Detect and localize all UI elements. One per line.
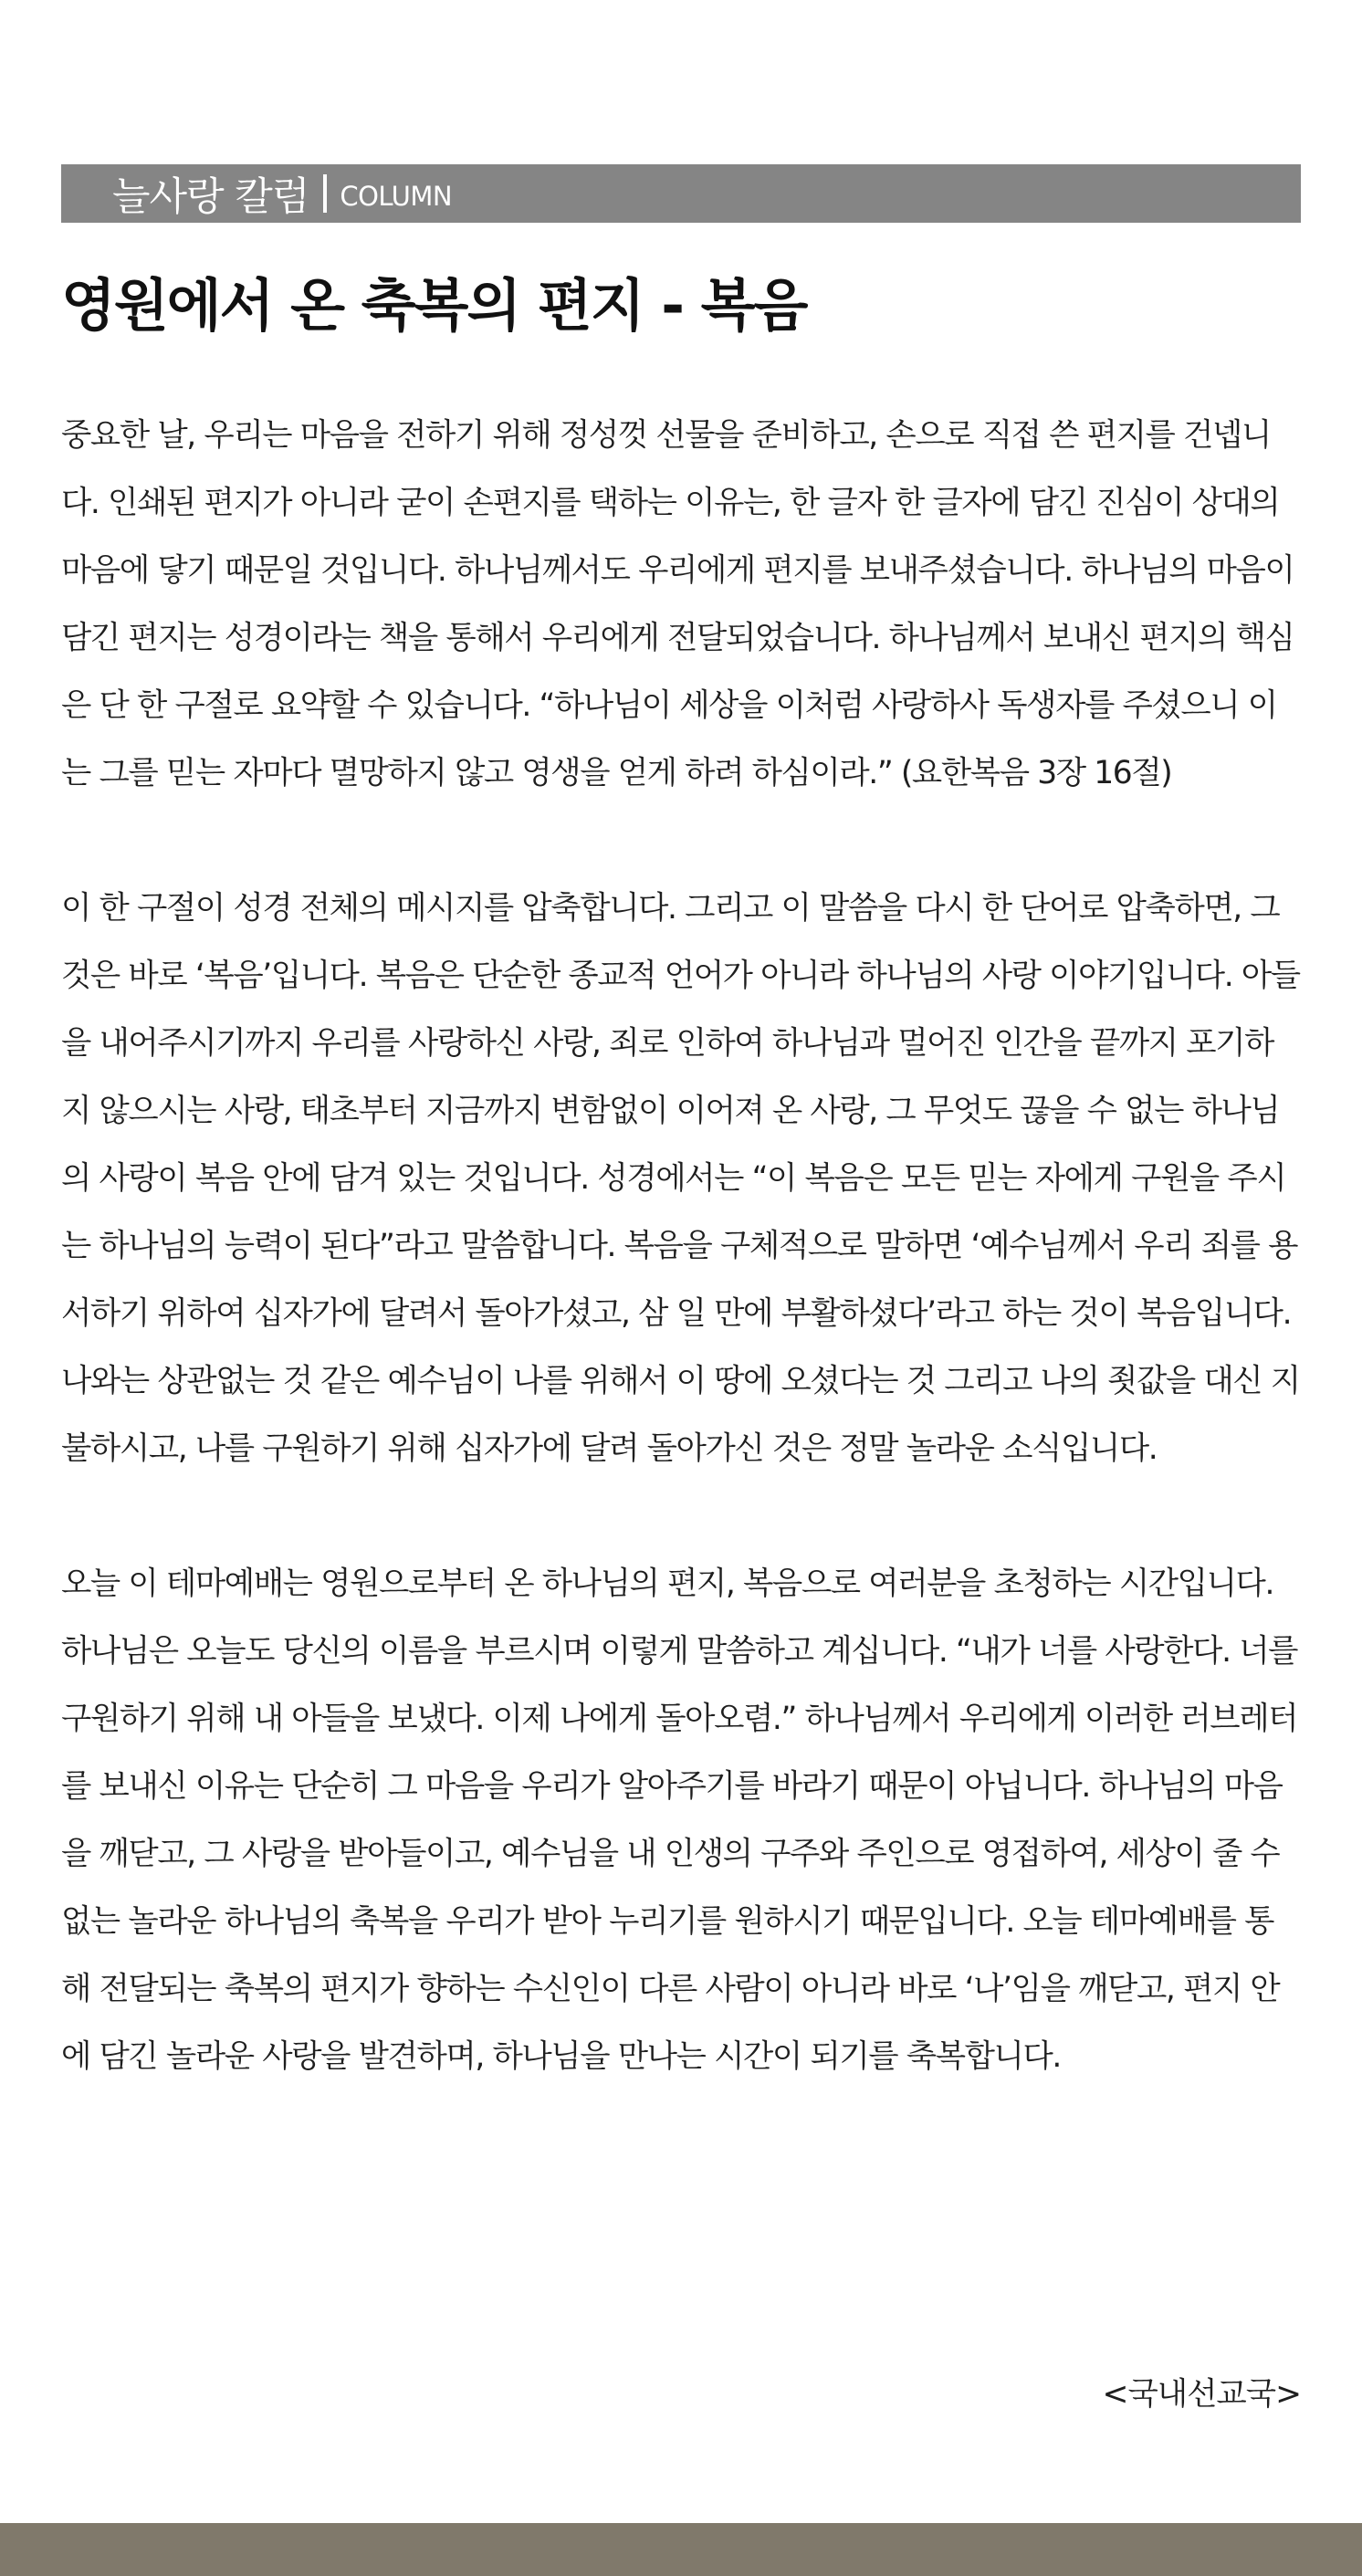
paragraph-gospel: 이 한 구절이 성경 전체의 메시지를 압축합니다. 그리고 이 말씀을 다시 한 단어로 압축하면, 그것은 바로 ‘복음’입니다. 복음은 단순한 종교적 언어가 아니라 하나님의 사랑 이야기입니다. 아들을 내어주시기까지 우리를 사랑하신 사랑, 죄로 인하여 하나님과 멀어진 인간을 끝까지 포기하지 않으시는 사랑, 태초부터 지금까지 변함없이 이어져 온 사랑, 그 무엇도 끊을 수 없는 하나님의 사랑이 복음 안에 담겨 있는 것입니다. 성경에서는 “이 복음은 모든 믿는 자에게 구원을 주시는 하나님의 능력이 된다”라고 말씀합니다. 복음을 구체적으로 말하면 ‘예수님께서 우리 죄를 용서하기 위하여 십자가에 달려서 돌아가셨고, 삼 일 만에 부활하셨다’라고 하는 것이 복음입니다. 나와는 상관없는 것 같은 예수님이 나를 위해서 이 땅에 오셨다는 것 그리고 나의 죗값을 대신 지불하시고, 나를 구원하기 위해 십자가에 달려 돌아가신 것은 정말 놀라운 소식입니다. — [61, 890, 1300, 1467]
paragraph-intro: 중요한 날, 우리는 마음을 전하기 위해 정성껏 선물을 준비하고, 손으로 직접 쓴 편지를 건넵니다. 인쇄된 편지가 아니라 굳이 손편지를 택하는 이유는, 한 글자 한 글자에 담긴 진심이 상대의 마음에 닿기 때문일 것입니다. 하나님께서도 우리에게 편지를 보내주셨습니다. 하나님의 마음이 담긴 편지는 성경이라는 책을 통해서 우리에게 전달되었습니다. 하나님께서 보내신 편지의 핵심은 단 한 구절로 요약할 수 있습니다. “하나님이 세상을 이처럼 사랑하사 독생자를 주셨으니 이는 그를 믿는 자마다 멸망하지 않고 영생을 얻게 하려 하심이라.” (요한복음 3장 16절) — [61, 417, 1294, 791]
banner-separator — [323, 174, 327, 213]
column-label: COLUMN — [340, 181, 453, 212]
footer-band — [0, 2523, 1362, 2576]
article-body — [61, 402, 1301, 2090]
article-signature: <국내선교국> — [1102, 2376, 1301, 2413]
column-name: 늘사랑 칼럼 — [112, 173, 309, 220]
paragraph-invitation: 오늘 이 테마예배는 영원으로부터 온 하나님의 편지, 복음으로 여러분을 초청하는 시간입니다. 하나님은 오늘도 당신의 이름을 부르시며 이렇게 말씀하고 계십니다. “내가 너를 사랑한다. 너를 구원하기 위해 내 아들을 보냈다. 이제 나에게 돌아오렴.” 하나님께서 우리에게 이러한 러브레터를 보내신 이유는 단순히 그 마음을 우리가 알아주기를 바라기 때문이 아닙니다. 하나님의 마음을 깨닫고, 그 사랑을 받아들이고, 예수님을 내 인생의 구주와 주인으로 영접하여, 세상이 줄 수 없는 놀라운 하나님의 축복을 우리가 받아 누리기를 원하시기 때문입니다. 오늘 테마예배를 통해 전달되는 축복의 편지가 향하는 수신인이 다른 사람이 아니라 바로 ‘나’임을 깨닫고, 편지 안에 담긴 놀라운 사랑을 발견하며, 하나님을 만나는 시간이 되기를 축복합니다. — [61, 1565, 1298, 2075]
paragraph-spacer — [61, 807, 1301, 874]
paragraph-spacer — [61, 1482, 1301, 1550]
article-title: 영원에서 온 축복의 편지 - 복음 — [61, 272, 807, 339]
column-banner — [61, 164, 1301, 223]
